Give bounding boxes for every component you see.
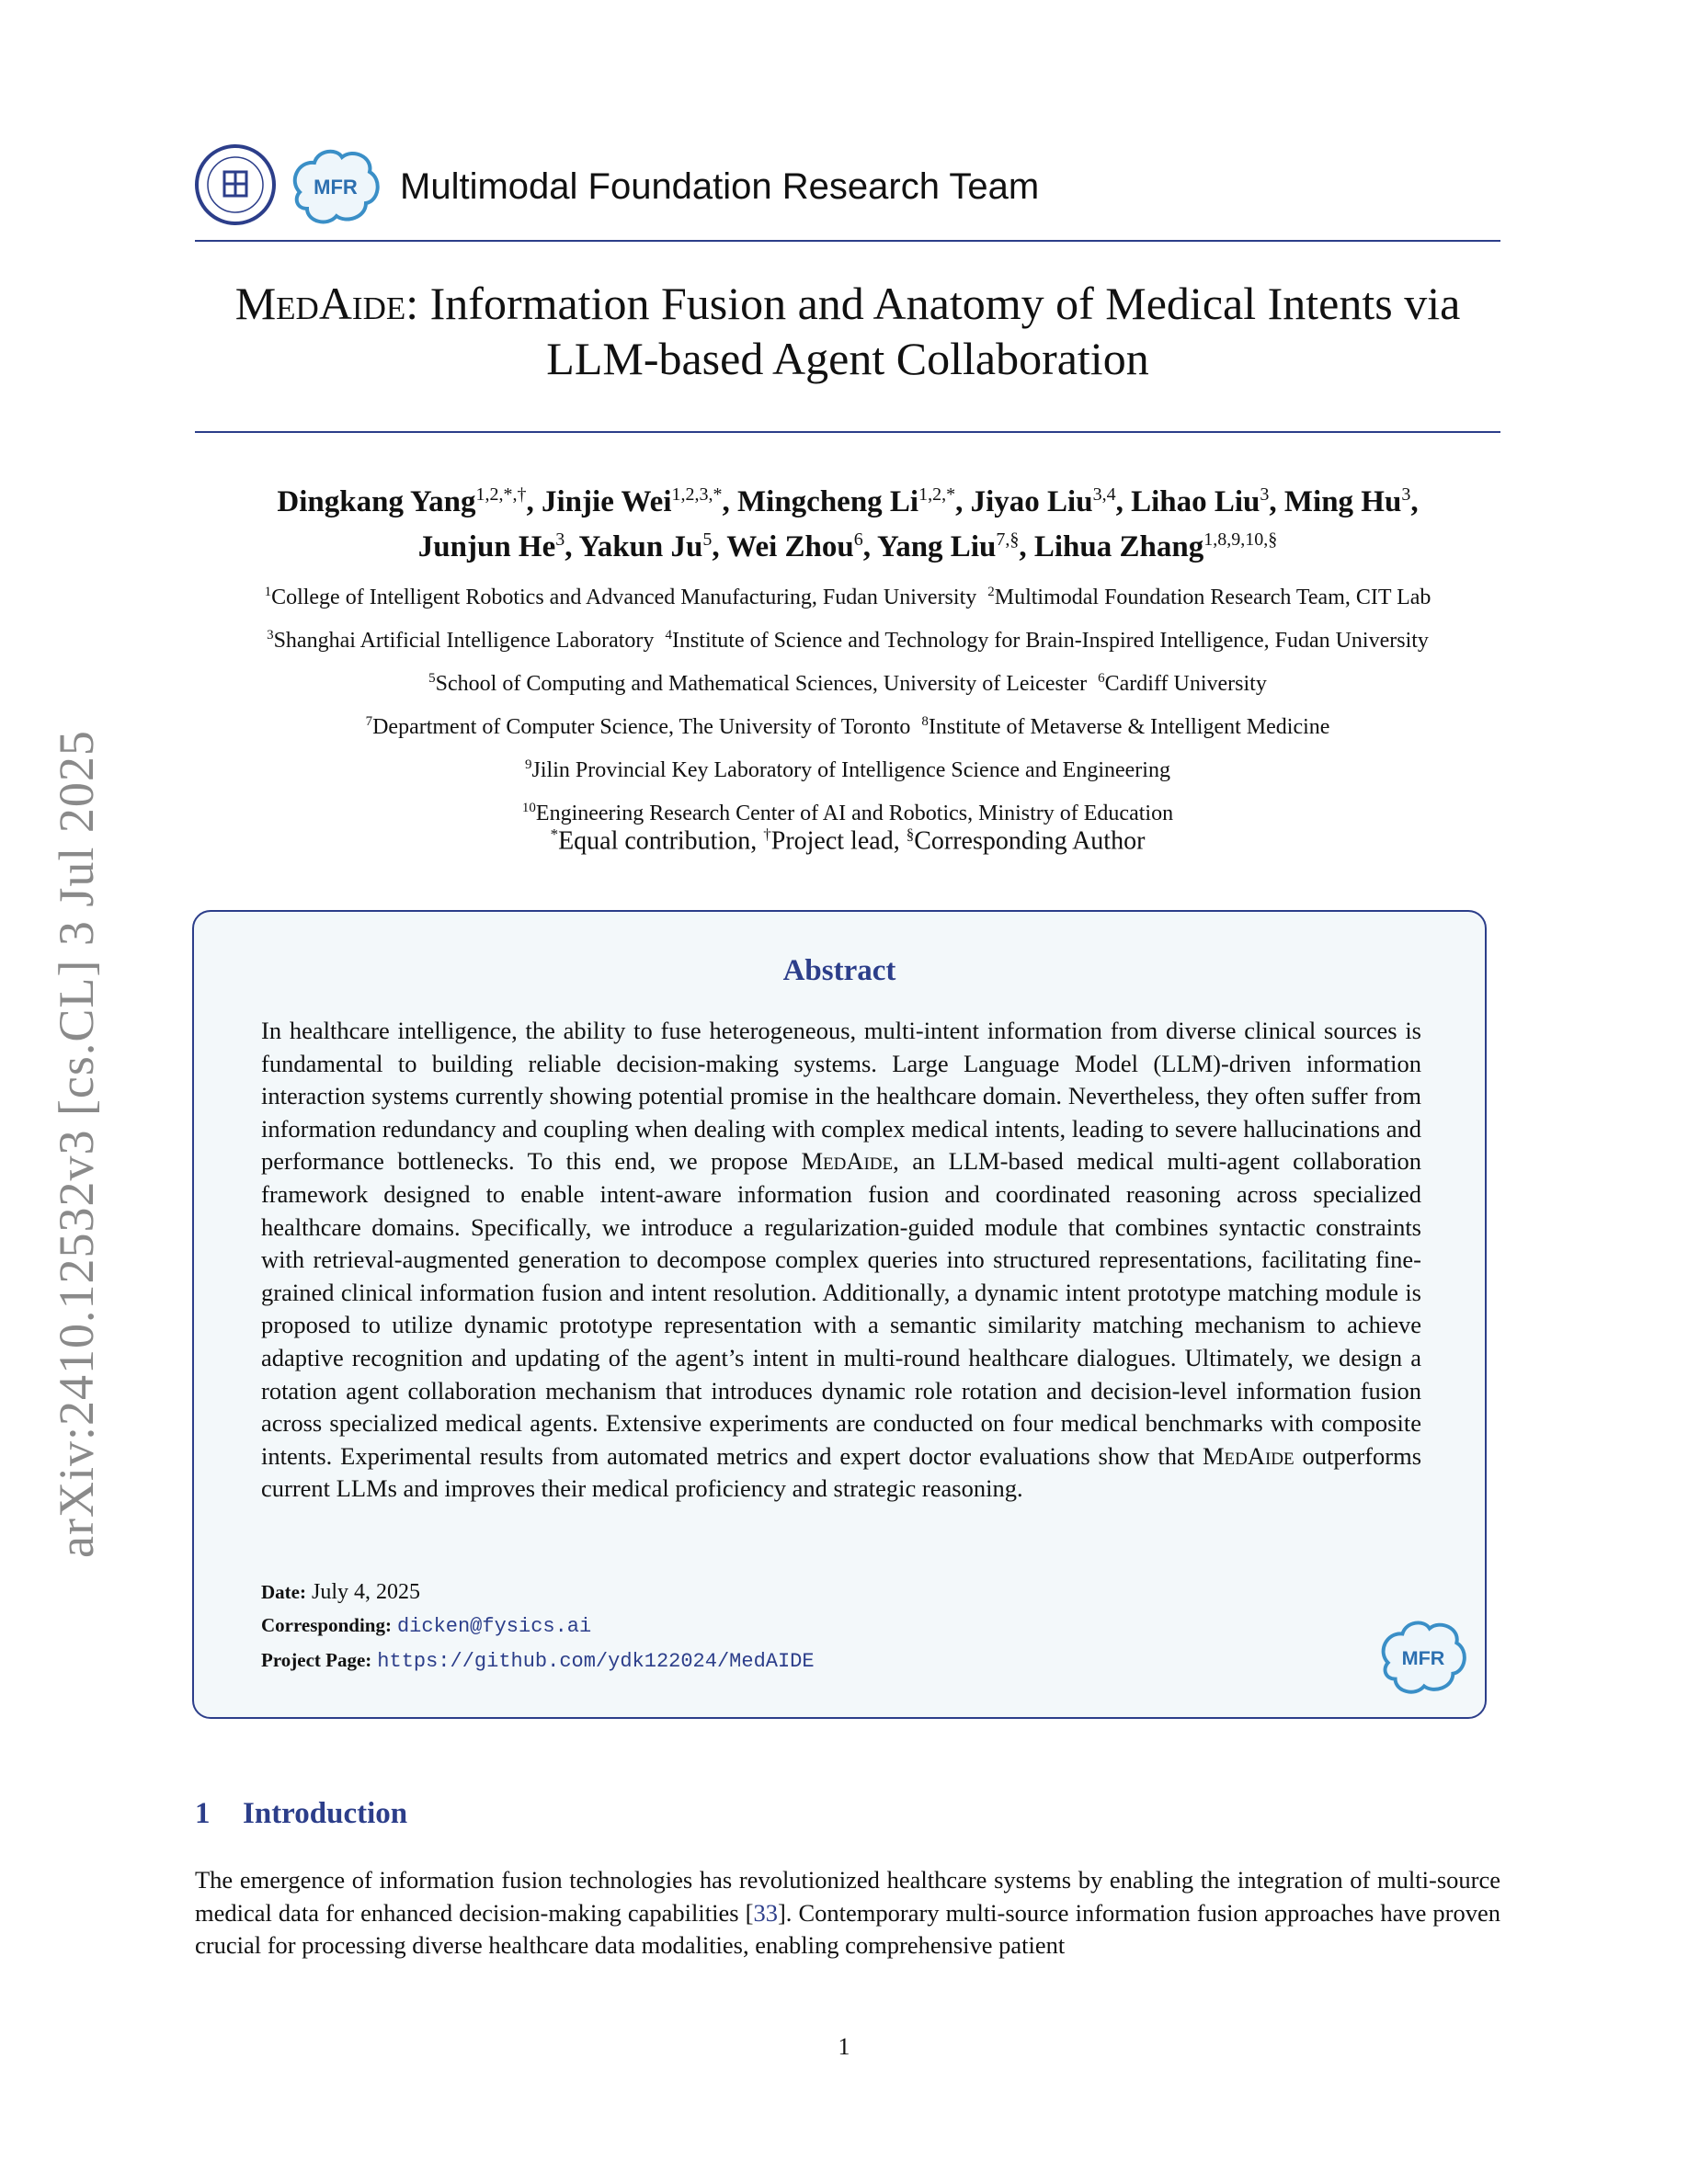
affiliation: Engineering Research Center of AI and Robotics, Ministry of Education bbox=[535, 802, 1174, 825]
affiliation: College of Intelligent Robotics and Advanced Manufacturing, Fudan University bbox=[271, 586, 977, 609]
author-list: Dingkang Yang$^{1,2,*,\dagger}$, Jinjie Wei$^{1,2,3,*}$, Mingcheng $Li^{1,2,*}$, Jiyao Liu$^{3,4}$, Lihao Liu$^3$, Ming Hu$^3$, Junjun He$^3$, Yakun Ju$^5$, Wei Zhou$^6$, Yang Liu$^{7,\S}$, Lihua Zhang$^{1,8,9,10,\S}$ bbox=[277, 484, 1419, 563]
date: July 4, 2025 bbox=[311, 1580, 420, 1604]
page-header bbox=[195, 144, 1500, 236]
svg-text:MFR: MFR bbox=[314, 176, 358, 199]
affiliation: Cardiff University bbox=[1104, 672, 1267, 696]
author: Junjun He bbox=[417, 530, 556, 563]
author: Dingkang Yang bbox=[277, 485, 476, 518]
page-number: 1 bbox=[838, 2033, 850, 2060]
arxiv-identifier: arXiv:2410.12532v3 [cs.CL] 3 Jul 2025 bbox=[49, 730, 104, 1558]
author: Lihao Liu bbox=[1131, 485, 1260, 518]
team-name: Multimodal Foundation Research Team bbox=[400, 166, 1040, 207]
project-page-link[interactable]: https://github.com/ydk122024/MedAIDE bbox=[377, 1650, 815, 1673]
affiliation-list: $^1$College of Intelligent Robotics and Advanced Manufacturing, Fudan University $^2$Multimodal Foundation Research Team, CIT Lab $^3$Shanghai Artificial Intelligence Laboratory $^4$Institute of Science and Technology for Brain-Inspired Intelligence, Fudan University $^5$School of Computing and Mathematical Sciences, University of Leicester $^6$Cardiff University $^7$Department of Computer Science, The University of Toronto $^8$Institute of Metaverse & Intelligent Medicine $^9$Jilin Provincial Key Laboratory of Intelligence Science and Engineering $^{10}$Engineering Research Center of AI and Robotics, Ministry of Education bbox=[264, 585, 1431, 825]
author: Jinjie Wei bbox=[542, 485, 672, 518]
affiliation: Multimodal Foundation Research Team, CIT Lab bbox=[994, 586, 1431, 609]
affiliation: Institute of Metaverse & Intelligent Medicine bbox=[928, 715, 1330, 739]
header-rule bbox=[195, 240, 1500, 242]
author-notes: *Equal contribution, †Project lead, §Corresponding Author bbox=[550, 825, 1146, 856]
title-line-1: : Information Fusion and Anatomy of Medical Intents via bbox=[405, 278, 1461, 329]
author: Wei Zhou bbox=[726, 530, 854, 563]
title-rule bbox=[195, 431, 1500, 433]
affiliation: School of Computing and Mathematical Sciences, University of Leicester bbox=[435, 672, 1088, 696]
abstract-box bbox=[192, 910, 1487, 1719]
corresponding-email-link[interactable]: dicken@fysics.ai bbox=[396, 1615, 592, 1638]
introduction-text: The emergence of information fusion technologies has revolutionized healthcare systems by enabling the integration of multi-source medical data for enhanced decision-making capabilities [33]. Contemporary multi-source information fusion approaches have proven crucial for processing diverse healthcare data modalities, enabling comprehensive patient bbox=[195, 1866, 1500, 1960]
fudan-university-logo bbox=[195, 144, 276, 225]
author: Yang Liu bbox=[877, 530, 997, 563]
affiliation: Shanghai Artificial Intelligence Laboratory bbox=[273, 629, 655, 653]
mfr-logo bbox=[287, 144, 384, 229]
title-line-2: LLM-based Agent Collaboration bbox=[546, 333, 1149, 384]
author: Ming Hu bbox=[1283, 485, 1402, 518]
author: Mingcheng Li bbox=[737, 485, 919, 518]
paper-title bbox=[195, 276, 1500, 386]
abstract-heading: Abstract bbox=[782, 954, 896, 987]
affiliation: Institute of Science and Technology for Brain-Inspired Intelligence, Fudan University bbox=[671, 629, 1429, 653]
affiliation: Department of Computer Science, The University of Toronto bbox=[372, 715, 911, 739]
author: Lihua Zhang bbox=[1033, 530, 1204, 563]
mfr-logo-small bbox=[1375, 1615, 1471, 1700]
paper-metadata: Date: July 4, 2025 Corresponding: dicken@fysics.ai Project Page: https://github.com/ydk122024/MedAIDE bbox=[261, 1580, 815, 1673]
svg-text:MFR: MFR bbox=[1401, 1645, 1445, 1669]
author: Jiyao Liu bbox=[970, 485, 1093, 518]
system-name: MedAide bbox=[234, 278, 406, 329]
abstract-text: In healthcare intelligence, the ability to fuse heterogeneous, multi-intent information from diverse clinical sources is fundamental to building reliable decision-making systems. Large Language Model (LLM)-driven information interaction systems currently showing potential promise in the healthcare domain. Nevertheless, they often suffer from information redundancy and coupling when dealing with complex medical intents, leading to severe hallucinations and performance bottlenecks. To this end, we propose MedAide, an LLM-based medical multi-agent collaboration framework designed to enable intent-aware information fusion and coordinated reasoning across specialized healthcare domains. Specifically, we introduce a regularization-guided module that combines syntactic constraints with retrieval-augmented generation to decompose complex queries into structured representations, facilitating fine-grained clinical information fusion and intent resolution. Additionally, a dynamic intent prototype matching module is proposed to utilize dynamic prototype representation with a semantic similarity matching mechanism to achieve adaptive recognition and updating of the agent’s intent in multi-round healthcare dialogues. Ultimately, we design a rotation agent collaboration mechanism that introduces dynamic role rotation and decision-level information fusion across specialized medical agents. Extensive experiments are conducted on four medical benchmarks with composite intents. Experimental results from automated metrics and expert doctor evaluations show that MedAide outperforms current LLMs and improves their medical proficiency and strategic reasoning. bbox=[261, 1017, 1422, 1503]
citation-link[interactable]: 33 bbox=[753, 1898, 778, 1927]
affiliation: Jilin Provincial Key Laboratory of Intelligence Science and Engineering bbox=[531, 758, 1170, 782]
introduction-heading: 1 Introduction bbox=[195, 1797, 408, 1830]
author: Yakun Ju bbox=[578, 530, 703, 563]
